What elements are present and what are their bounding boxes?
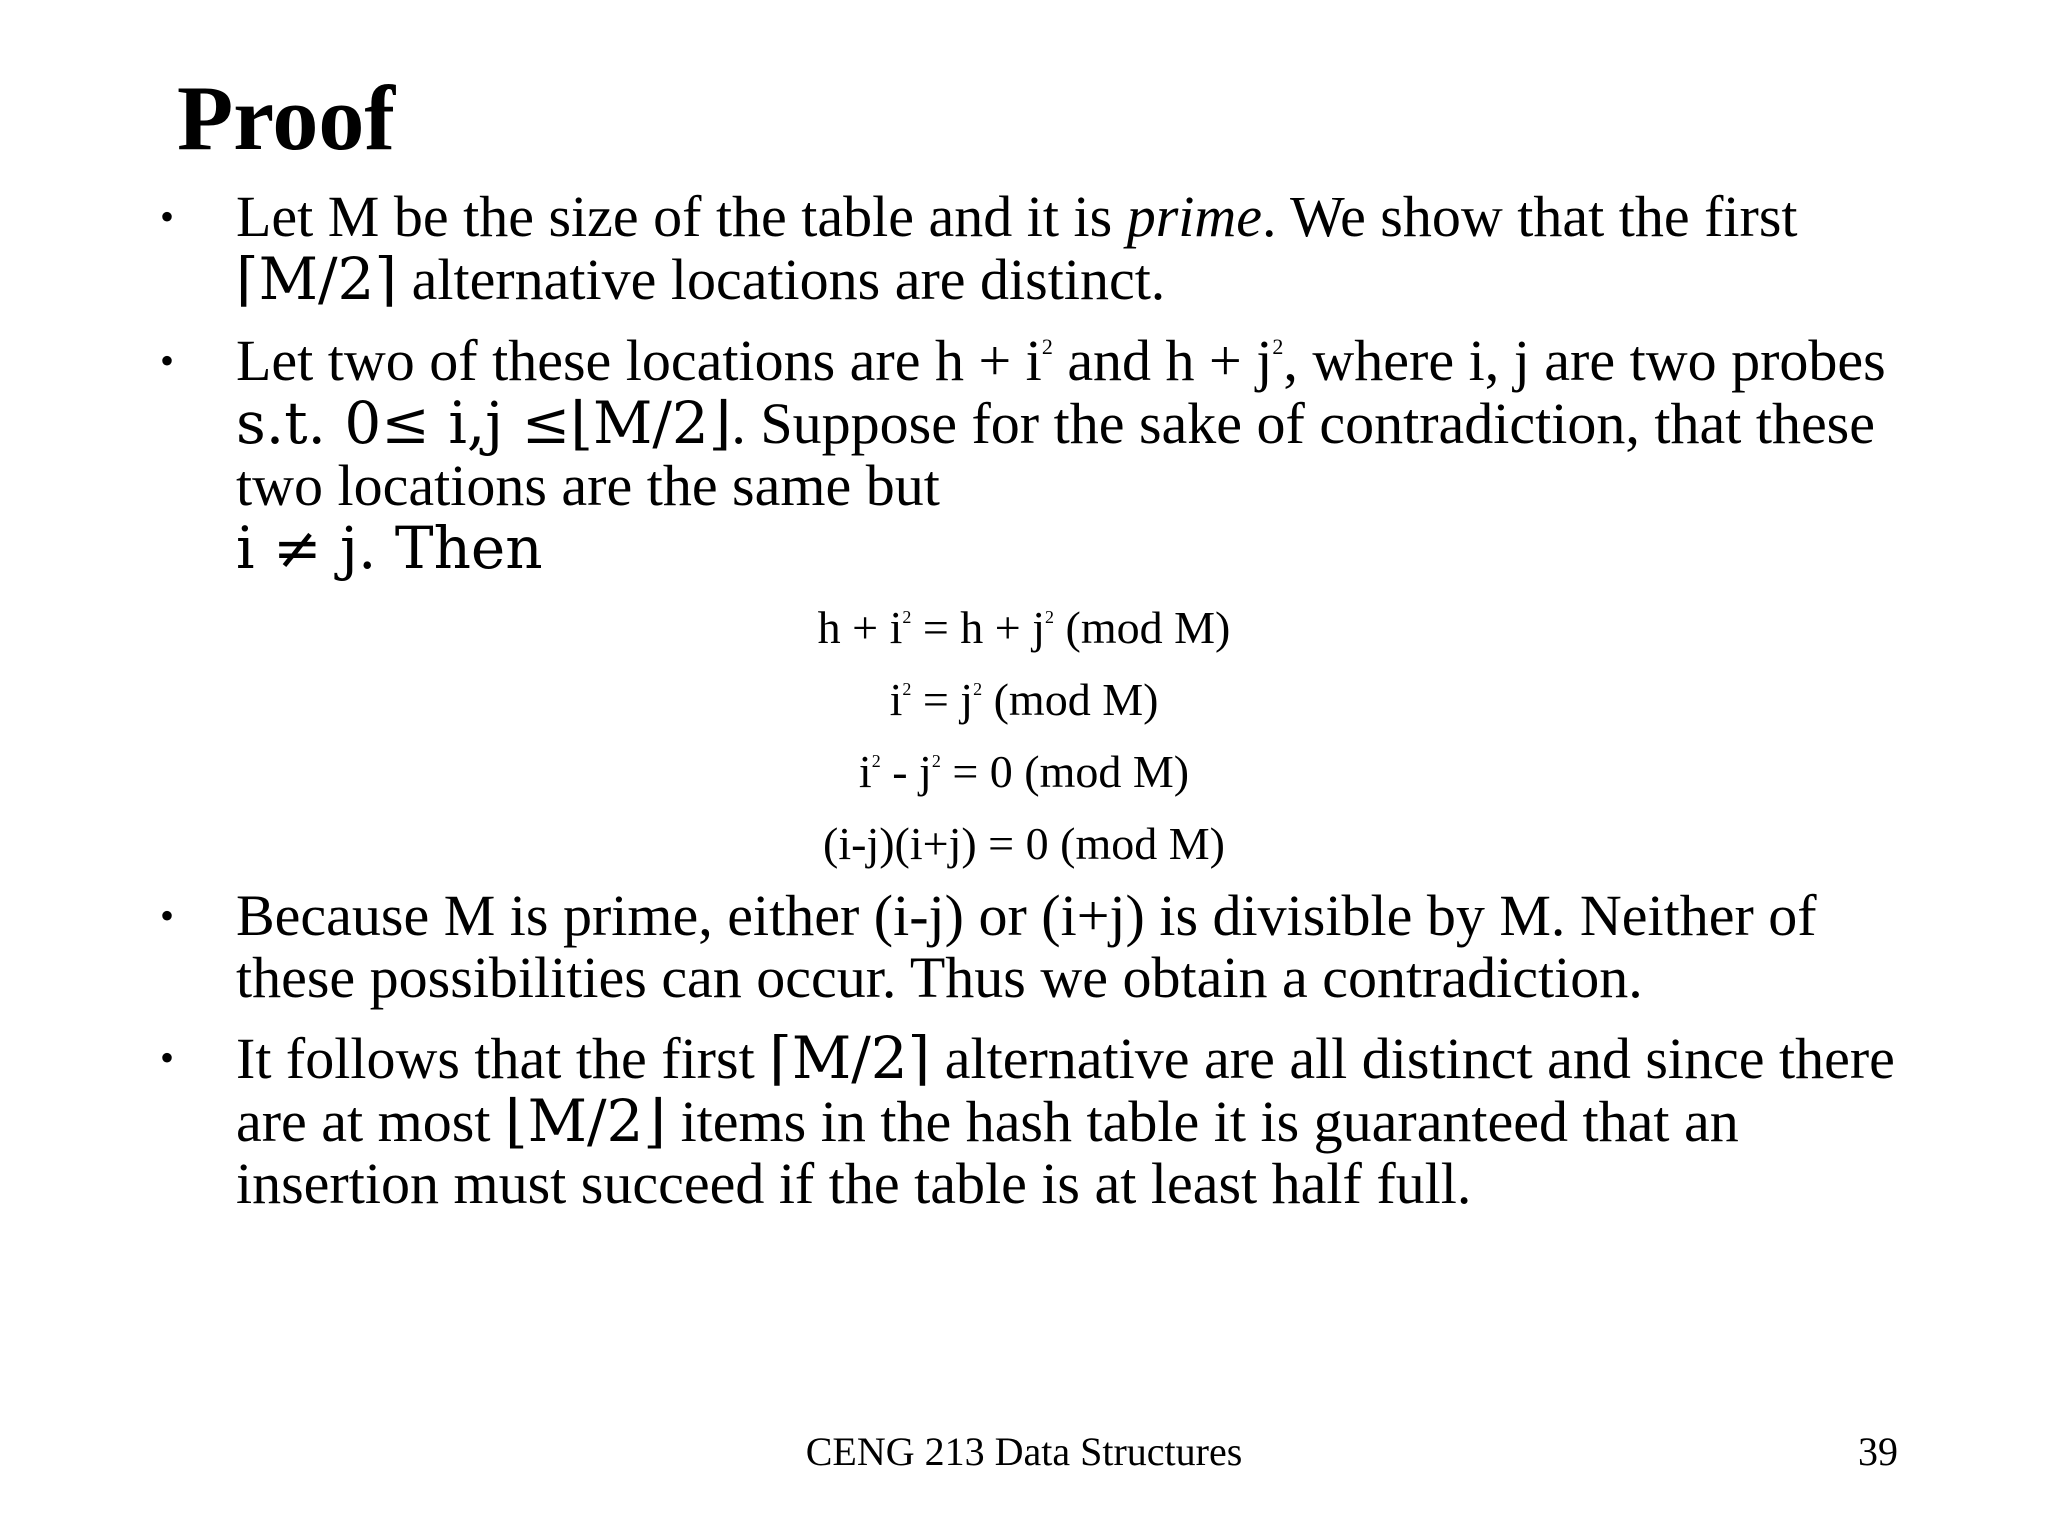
bullet-marker: •	[160, 338, 175, 383]
equation-block	[0, 592, 2048, 880]
bullet-1-emphasis: prime	[1126, 184, 1263, 249]
bullet-3-line-1: Because M is prime, either (i-j) or (i+j) is divisible by M. Neither of	[236, 883, 1817, 948]
superscript-2: 2	[1045, 607, 1055, 627]
bullet-2-text-b: and h + j	[1052, 328, 1273, 393]
eq-part: = j	[911, 674, 974, 725]
eq-part: = 0 (mod M)	[940, 746, 1190, 797]
bullet-2-text	[236, 330, 2048, 580]
eq-part: (mod M)	[982, 674, 1159, 725]
equation-1	[0, 592, 2048, 664]
bullet-marker: •	[160, 1035, 175, 1080]
floor-m-half: ⌊M/2⌋	[570, 389, 732, 457]
superscript-2: 2	[931, 751, 941, 771]
bullet-2-text-d: s.t. 0≤ i,j ≤	[236, 389, 571, 457]
bullet-2-text-e: . Suppose for the sake of contradiction, that these	[731, 391, 1875, 456]
bullet-1-text-b: . We show that the first	[1262, 184, 1798, 249]
bullet-3-text	[236, 885, 2048, 1009]
superscript-2: 2	[973, 679, 983, 699]
superscript-2: 2	[1041, 334, 1053, 359]
ceil-m-half: ⌈M/2⌉	[236, 245, 398, 313]
bullet-1-text-c: alternative locations are distinct.	[397, 247, 1166, 312]
superscript-2: 2	[871, 751, 881, 771]
equation-2	[0, 664, 2048, 736]
bullet-2-text-c: , where i, j are two probes	[1283, 328, 1886, 393]
superscript-2: 2	[902, 679, 912, 699]
eq-part: = h + j	[911, 602, 1046, 653]
slide-footer: CENG 213 Data Structures	[805, 1429, 1243, 1474]
bullet-4-text	[236, 1024, 2048, 1216]
bullet-1-text	[236, 186, 2048, 311]
bullet-4-text-a: It follows that the first	[236, 1026, 770, 1091]
superscript-2: 2	[902, 607, 912, 627]
bullet-2-text-a: Let two of these locations are h + i	[236, 328, 1042, 393]
bullet-marker: •	[160, 194, 175, 239]
eq-part: - j	[880, 746, 932, 797]
eq-part: i	[858, 746, 872, 797]
bullet-3-line-2: these possibilities can occur. Thus we obtain a contradiction.	[236, 945, 1643, 1010]
bullet-1-text-a: Let M be the size of the table and it is	[236, 184, 1127, 249]
page-number: 39	[1858, 1429, 1898, 1474]
eq-part: h + i	[817, 602, 903, 653]
ceil-m-half: ⌈M/2⌉	[769, 1024, 931, 1092]
eq-part: i	[889, 674, 903, 725]
superscript-2: 2	[1272, 334, 1284, 359]
bullet-marker: •	[160, 893, 175, 938]
bullet-4-text-d: items in the hash table it is guaranteed that an	[666, 1089, 1739, 1154]
bullet-2-text-g: i ≠ j. Then	[236, 514, 543, 582]
eq-part: (i-j)(i+j) = 0 (mod M)	[823, 818, 1225, 869]
bullet-4-text-e: insertion must succeed if the table is at least half full.	[236, 1151, 1472, 1216]
equation-3	[0, 736, 2048, 808]
floor-m-half: ⌊M/2⌋	[504, 1087, 667, 1155]
bullet-4-text-c: are at most	[236, 1089, 505, 1154]
slide-title: Proof	[177, 67, 396, 169]
bullet-2-text-f: two locations are the same but	[236, 453, 940, 518]
equation-4	[0, 808, 2048, 880]
eq-part: (mod M)	[1054, 602, 1231, 653]
bullet-4-text-b: alternative are all distinct and since there	[930, 1026, 1895, 1091]
